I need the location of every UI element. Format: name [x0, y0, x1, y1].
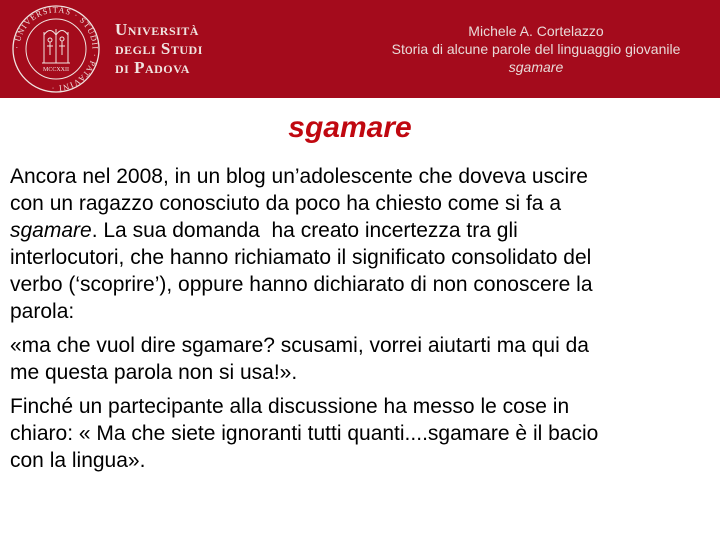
text-line: me questa parola non si usa!».	[10, 361, 298, 384]
body-text	[10, 163, 716, 474]
seal-year: MCCXXII	[42, 67, 70, 73]
slide-title: sgamare	[288, 111, 412, 144]
presentation-word: sgamare	[508, 59, 564, 75]
text-line: parola:	[10, 300, 75, 323]
presentation-meta	[360, 22, 712, 76]
wordmark-line-1: Università	[115, 20, 199, 39]
text-line: chiaro: « Ma che siete ignoranti tutti quanti....sgamare è il bacio	[10, 422, 599, 445]
text-line: con un ragazzo conosciuto da poco ha chiesto come si fa a	[10, 192, 562, 215]
seal-ring-text: · UNIVERSITAS · STUDII · PATAVINI ·	[12, 5, 100, 93]
text-line: interlocutori, che hanno richiamato il significato consolidato del	[10, 246, 592, 269]
wordmark-line-2: degli Studi	[115, 39, 203, 58]
text-line: Finché un partecipante alla discussione ha messo le cose in	[10, 395, 570, 418]
text-line: Ancora nel 2008, in un blog un’adolescente che doveva uscire	[10, 165, 588, 188]
university-wordmark	[115, 20, 203, 77]
wordmark-line-3: di Padova	[115, 58, 190, 77]
unipd-seal-logo	[11, 4, 101, 94]
seal-emblem	[42, 29, 70, 63]
text-line: sgamare. La sua domanda ha creato incertezza tra gli	[10, 219, 518, 242]
header-band	[0, 0, 720, 98]
paragraph	[10, 393, 716, 474]
presentation-author: Michele A. Cortelazzo	[468, 23, 604, 39]
paragraph	[10, 163, 716, 325]
text-line: «ma che vuol dire sgamare? scusami, vorrei aiutarti ma qui da	[10, 334, 589, 357]
text-line: con la lingua».	[10, 449, 146, 472]
paragraph	[10, 332, 716, 386]
text-line: verbo (‘scoprire’), oppure hanno dichiarato di non conoscere la	[10, 273, 593, 296]
presentation-title: Storia di alcune parole del linguaggio giovanile	[391, 41, 681, 57]
